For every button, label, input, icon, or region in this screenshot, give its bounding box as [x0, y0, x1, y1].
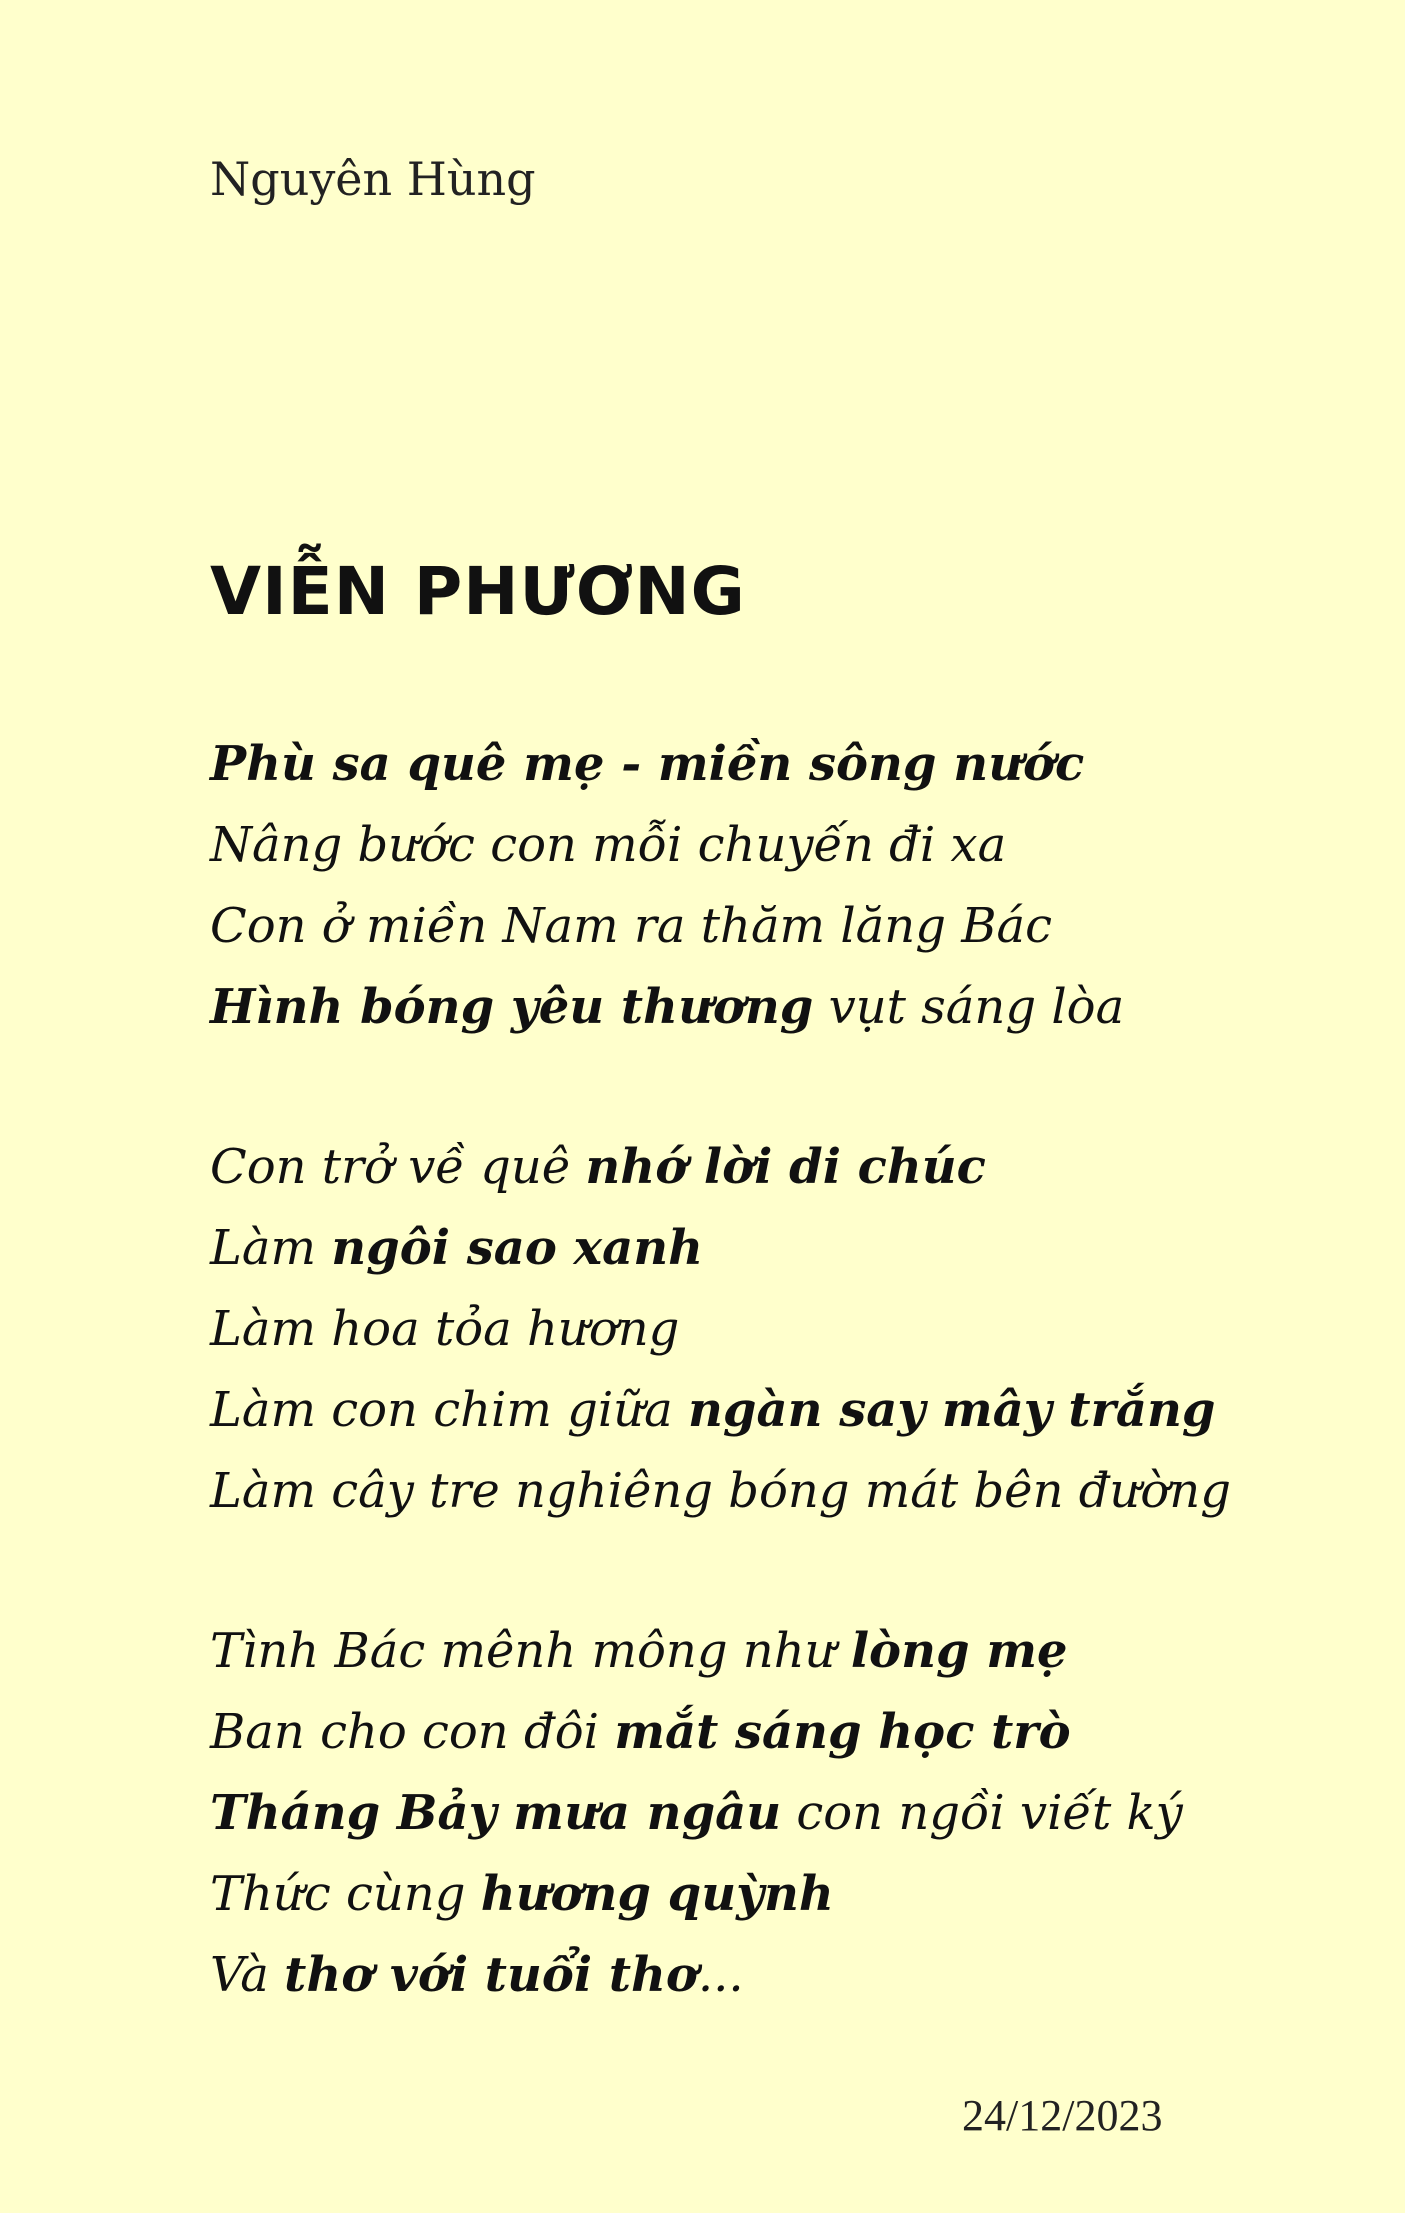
line-text: vụt sáng lòa — [813, 979, 1125, 1035]
stanza-2 — [210, 1127, 1360, 1532]
line-text: Ban cho con đôi — [210, 1704, 615, 1760]
line-text: Con ở miền Nam ra thăm lăng Bác — [210, 898, 1052, 954]
emphasis-text: ngôi sao xanh — [331, 1220, 704, 1276]
poem-line — [210, 1773, 1360, 1854]
emphasis-text: thơ với tuổi thơ — [284, 1947, 698, 2003]
emphasis-text: lòng mẹ — [850, 1623, 1068, 1679]
emphasis-text: nhớ lời di chúc — [585, 1139, 986, 1195]
line-text: Làm hoa tỏa hương — [210, 1301, 680, 1357]
stanza-1 — [210, 724, 1360, 1048]
stanza-3 — [210, 1611, 1360, 2016]
line-text: Làm cây tre nghiêng bóng mát bên đường — [210, 1463, 1231, 1519]
poem-line — [210, 1127, 1360, 1208]
line-text: Làm con chim giữa — [210, 1382, 689, 1438]
poem-line — [210, 1451, 1360, 1532]
poem-body — [210, 724, 1360, 2095]
line-text: con ngồi viết ký — [781, 1785, 1183, 1841]
poem-line — [210, 724, 1360, 805]
line-text: Con trở về quê — [210, 1139, 586, 1195]
emphasis-text: Phù sa quê mẹ - miền sông nước — [210, 736, 1085, 792]
poem-title: VIỄN PHƯƠNG — [210, 553, 746, 630]
poem-line — [210, 1935, 1360, 2016]
poem-line — [210, 1289, 1360, 1370]
poem-line — [210, 1370, 1360, 1451]
poem-line — [210, 967, 1360, 1048]
poem-date: 24/12/2023 — [962, 2091, 1163, 2140]
emphasis-text: Tháng Bảy mưa ngâu — [210, 1785, 782, 1841]
poem-line — [210, 1692, 1360, 1773]
poem-line — [210, 1854, 1360, 1935]
poem-line — [210, 1611, 1360, 1692]
line-text: Tình Bác mênh mông như — [210, 1623, 851, 1679]
line-text: Và — [210, 1947, 285, 2003]
line-text: Nâng bước con mỗi chuyến đi xa — [210, 817, 1007, 873]
poem-line — [210, 1208, 1360, 1289]
poem-line — [210, 886, 1360, 967]
line-text: Thức cùng — [210, 1866, 481, 1922]
author-name: Nguyên Hùng — [210, 152, 536, 206]
emphasis-text: mắt sáng học trò — [614, 1704, 1071, 1760]
poem-line — [210, 805, 1360, 886]
ellipsis-text: ... — [697, 1947, 744, 2003]
emphasis-text: ngàn say mây trắng — [688, 1382, 1216, 1438]
line-text: Làm — [210, 1220, 332, 1276]
emphasis-text: Hình bóng yêu thương — [210, 979, 814, 1035]
emphasis-text: hương quỳnh — [480, 1866, 834, 1922]
